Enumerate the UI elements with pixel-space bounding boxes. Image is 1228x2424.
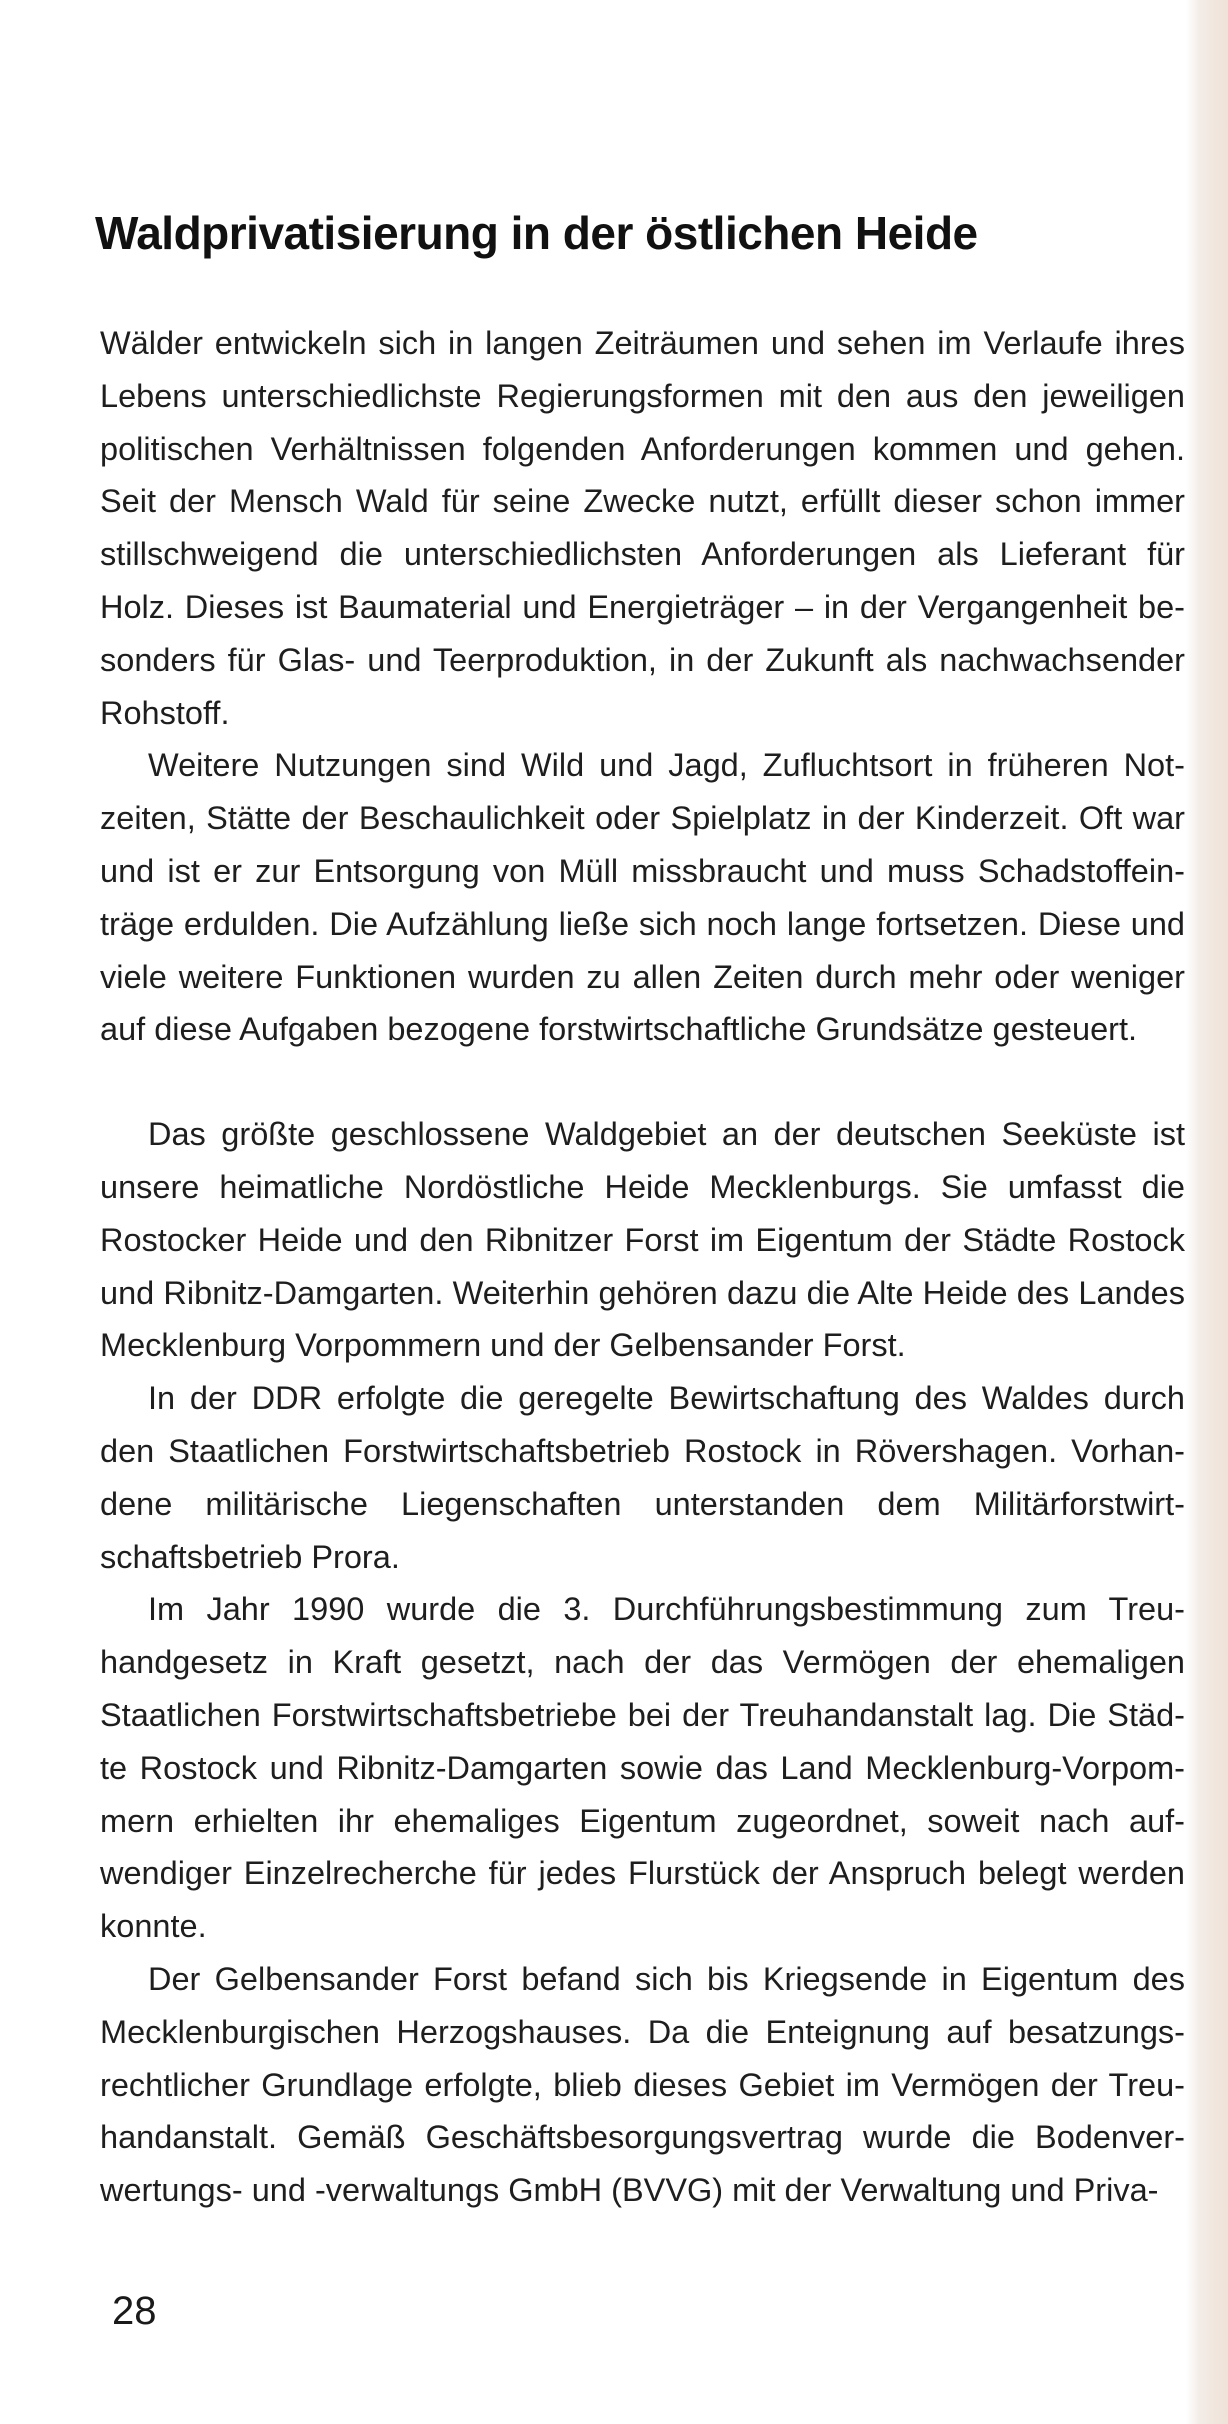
paragraph-2: Weitere Nutzungen sind Wild und Jagd, Zufluchtsort in früheren Notzeiten, Stätte der Beschaulichkeit oder Spielplatz in der Kinderzeit. Oft war und ist er zur Entsorgung von Müll missbraucht und muss Schadstoffeinträge erdulden. Die Aufzählung ließe sich noch lange fortsetzen. Diese und viele weitere Funktionen wurden zu allen Zeiten durch mehr oder weniger auf diese Aufgaben bezogene forstwirtschaftliche Grundsätze gesteuert. (100, 747, 1185, 1048)
body-text (100, 317, 1185, 2217)
paragraph-4: In der DDR erfolgte die geregelte Bewirtschaftung des Waldes durch den Staatlichen Forstwirtschaftsbetrieb Rostock in Rövershagen. Vorhandene militärische Liegenschaften unterstanden dem Militärforstwirtschaftsbetrieb Prora. (100, 1380, 1185, 1575)
paragraph-5: Im Jahr 1990 wurde die 3. Durchführungsbestimmung zum Treuhandgesetz in Kraft gesetzt, nach der das Vermögen der ehemaligen Staatlichen Forstwirtschaftsbetriebe bei der Treuhandanstalt lag. Die Städte Rostock und Ribnitz-Damgarten sowie das Land Mecklenburg-Vorpommern erhielten ihr ehemaliges Eigentum zugeordnet, soweit nach aufwendiger Einzelrecherche für jedes Flurstück der Anspruch belegt werden konnte. (100, 1591, 1185, 1945)
paragraph-3: Das größte geschlossene Waldgebiet an der deutschen Seeküste ist unsere heimatliche Nordöstliche Heide Mecklenburgs. Sie umfasst die Rostocker Heide und den Ribnitzer Forst im Eigentum der Städte Rostock und Ribnitz-Damgarten. Weiterhin gehören dazu die Alte Heide des Landes Mecklenburg Vorpommern und der Gelbensander Forst. (100, 1116, 1185, 1364)
paragraph-1: Wälder entwickeln sich in langen Zeiträumen und sehen im Verlaufe ihres Lebens unterschiedlichste Regierungsformen mit den aus den jeweiligen politischen Verhältnissen folgenden Anforderungen kommen und gehen. Seit der Mensch Wald für seine Zwecke nutzt, erfüllt dieser schon immer stillschweigend die unterschiedlichsten Anforderungen als Lieferant für Holz. Dieses ist Baumaterial und Energieträger – in der Vergangenheit besonders für Glas- und Teerproduktion, in der Zukunft als nachwachsender Rohstoff. (100, 325, 1185, 731)
chapter-title: Waldprivatisierung in der östlichen Heide (95, 207, 978, 259)
paragraph-6: Der Gelbensander Forst befand sich bis Kriegsende in Eigentum des Mecklenburgischen Herzogshauses. Da die Enteignung auf besatzungsrechtlicher Grundlage erfolgte, blieb dieses Gebiet im Vermögen der Treuhandanstalt. Gemäß Geschäftsbesorgungsvertrag wurde die Bodenverwertungs- und -verwaltungs GmbH (BVVG) mit der Verwaltung und Priva- (100, 1960, 1185, 2209)
page-number: 28 (112, 2289, 157, 2333)
